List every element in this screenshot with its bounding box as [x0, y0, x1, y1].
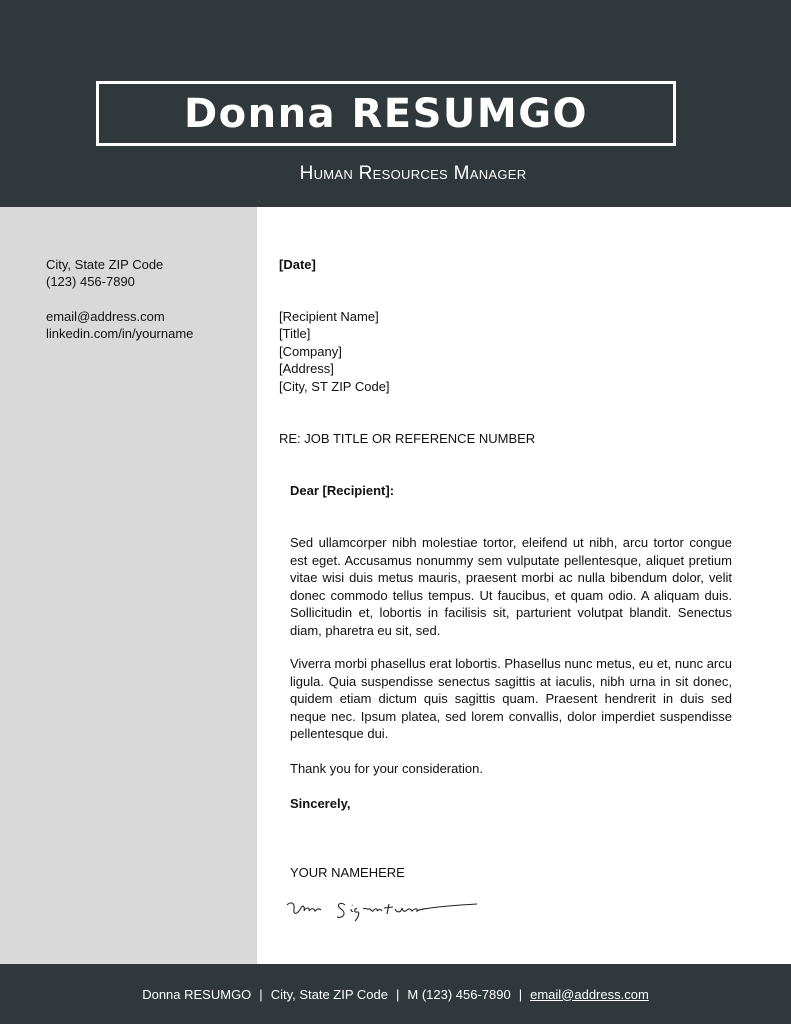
- recipient-address: [Address]: [279, 361, 334, 376]
- signature-image: [285, 895, 480, 932]
- re-line: RE: JOB TITLE OR REFERENCE NUMBER: [279, 431, 536, 446]
- signer-name: YOUR NAMEHERE: [290, 865, 405, 880]
- sidebar-linkedin[interactable]: linkedin.com/in/yourname: [46, 326, 194, 341]
- name-box: [96, 81, 676, 146]
- closing-thanks: Thank you for your consideration.: [290, 761, 483, 776]
- recipient-title: [Title]: [279, 326, 311, 341]
- footer-separator: |: [518, 986, 523, 1002]
- footer-name: Donna RESUMGO: [142, 986, 252, 1002]
- footer-separator: |: [395, 986, 400, 1002]
- header-banner: [0, 0, 791, 207]
- footer-separator: |: [259, 986, 263, 1002]
- sidebar-phone: (123) 456-7890: [46, 274, 135, 289]
- footer-bar: [0, 964, 791, 1024]
- body-paragraph-1: Sed ullamcorper nibh molestiae tortor, eleifend ut nibh, arcu tortor congue est eget. Accusamus nonummy sem vulputate pellentesque, aliquet pretium vitae wisi duis metus mauris, praesent morbi ac nulla bibendum dolor, velit donec commodo tellus tempus. Ut faucibus, et quam odio. A aliquam duis. Sollicitudin et, lobortis in facilisis sit, parturient volutpat blandit. Senectus diam, pharetra eu sit, sed.: [290, 535, 732, 638]
- recipient-name: [Recipient Name]: [279, 309, 379, 324]
- footer-email-link[interactable]: email@address.com: [530, 986, 649, 1002]
- footer-address: City, State ZIP Code: [270, 986, 388, 1002]
- job-title: Human Resources Manager: [299, 163, 527, 184]
- recipient-company: [Company]: [279, 344, 342, 359]
- candidate-name: Donna RESUMGO: [183, 90, 589, 137]
- sidebar-email[interactable]: email@address.com: [46, 309, 165, 324]
- sign-off: Sincerely,: [290, 796, 351, 811]
- letter-date: [Date]: [279, 257, 316, 272]
- recipient-city: [City, ST ZIP Code]: [279, 379, 390, 394]
- footer-phone: M (123) 456-7890: [407, 986, 511, 1002]
- body-paragraph-2: Viverra morbi phasellus erat lobortis. Phasellus nunc metus, eu et, nunc arcu ligula. Quia suspendisse senectus sagittis at iaculis, nibh urna in sit donec, quidem etiam dictum quis sagittis quam. Praesent hendrerit in duis sed neque nec. Ipsum platea, sed lorem convallis, dolor imperdiet suspendisse pellentesque dui.: [290, 656, 732, 741]
- sidebar-address: City, State ZIP Code: [46, 257, 164, 272]
- greeting: Dear [Recipient]:: [290, 483, 395, 498]
